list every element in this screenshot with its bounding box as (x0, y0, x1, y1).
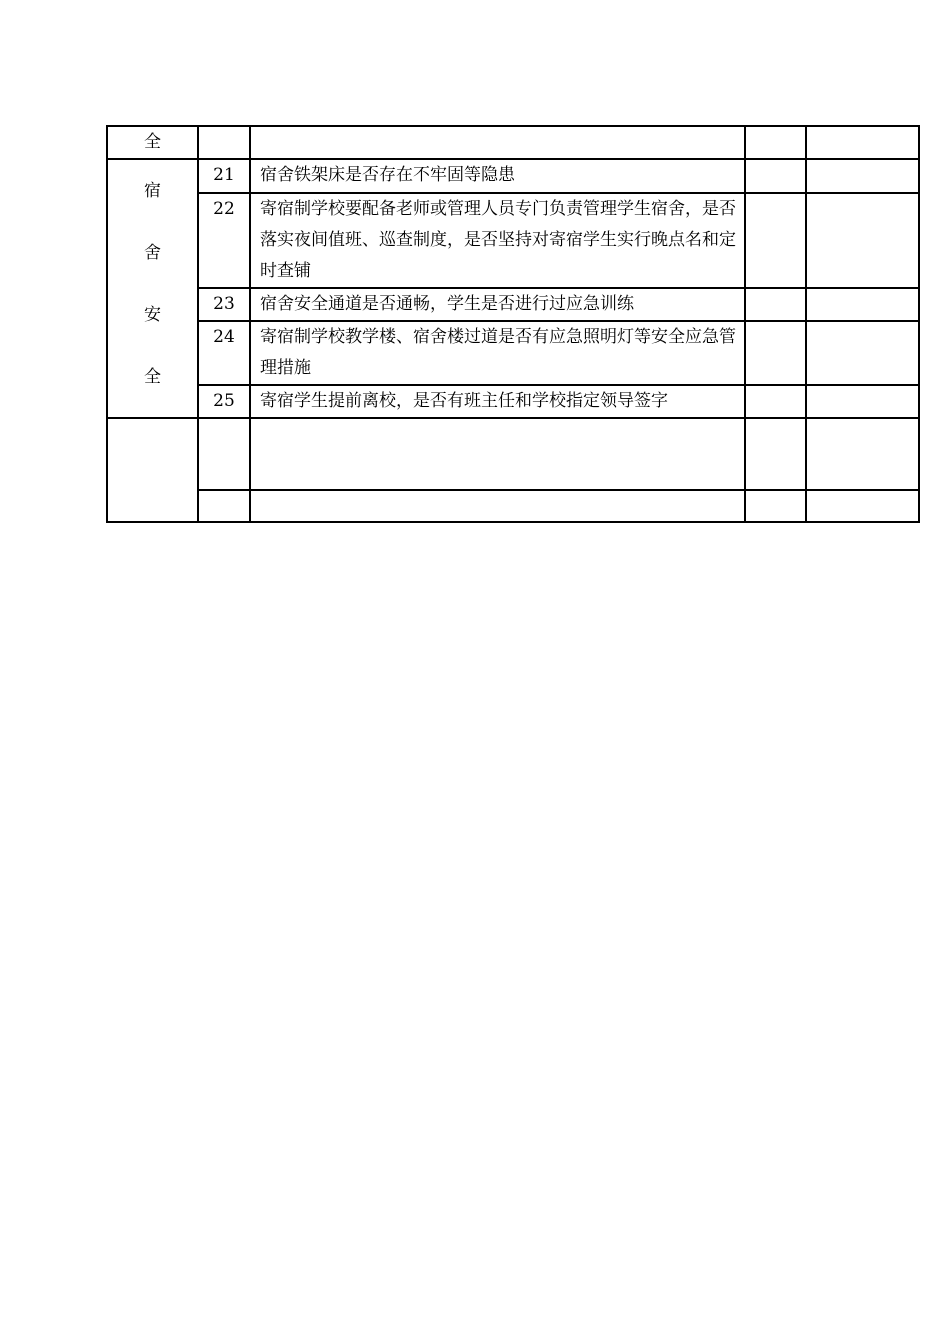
category-char: 安 (144, 305, 161, 325)
number-cell-empty (198, 490, 250, 522)
number-cell-empty (198, 126, 250, 159)
category-cell-empty (107, 418, 198, 522)
item-text: 寄宿制学校要配备老师或管理人员专门负责管理学生宿舍，是否落实夜间值班、巡查制度，是否坚持对寄宿学生实行晚点名和定时查铺 (250, 193, 745, 288)
remark-cell (806, 321, 919, 385)
remark-cell (806, 288, 919, 321)
result-cell (745, 288, 806, 321)
item-text: 寄宿学生提前离校，是否有班主任和学校指定领导签字 (250, 385, 745, 418)
table-row (107, 321, 919, 385)
item-number: 23 (198, 288, 250, 321)
result-cell (745, 321, 806, 385)
item-cell-empty (250, 418, 745, 490)
result-cell-empty (745, 490, 806, 522)
table-row (107, 288, 919, 321)
remark-cell-empty (806, 490, 919, 522)
safety-checklist-table (106, 125, 920, 523)
remark-cell-empty (806, 126, 919, 159)
item-cell-empty (250, 126, 745, 159)
table-row-empty (107, 418, 919, 490)
result-cell (745, 385, 806, 418)
table-row (107, 385, 919, 418)
result-cell (745, 193, 806, 288)
category-cell-dormitory-safety (107, 159, 198, 418)
item-number: 25 (198, 385, 250, 418)
category-char: 宿 (144, 181, 161, 201)
remark-cell (806, 159, 919, 193)
item-cell-empty (250, 490, 745, 522)
result-cell-empty (745, 418, 806, 490)
table-row-continued (107, 126, 919, 159)
item-number: 22 (198, 193, 250, 288)
category-continued-label: 全 (144, 132, 161, 152)
table-row (107, 159, 919, 193)
category-char: 舍 (144, 243, 161, 263)
table-row (107, 193, 919, 288)
remark-cell-empty (806, 418, 919, 490)
number-cell-empty (198, 418, 250, 490)
item-text: 宿舍铁架床是否存在不牢固等隐患 (250, 159, 745, 193)
item-number: 21 (198, 159, 250, 193)
item-number: 24 (198, 321, 250, 385)
table-row-empty (107, 490, 919, 522)
item-text: 宿舍安全通道是否通畅，学生是否进行过应急训练 (250, 288, 745, 321)
remark-cell (806, 193, 919, 288)
item-text: 寄宿制学校教学楼、宿舍楼过道是否有应急照明灯等安全应急管理措施 (250, 321, 745, 385)
result-cell (745, 159, 806, 193)
category-cell-continued (107, 126, 198, 159)
category-char: 全 (144, 367, 161, 387)
remark-cell (806, 385, 919, 418)
result-cell-empty (745, 126, 806, 159)
